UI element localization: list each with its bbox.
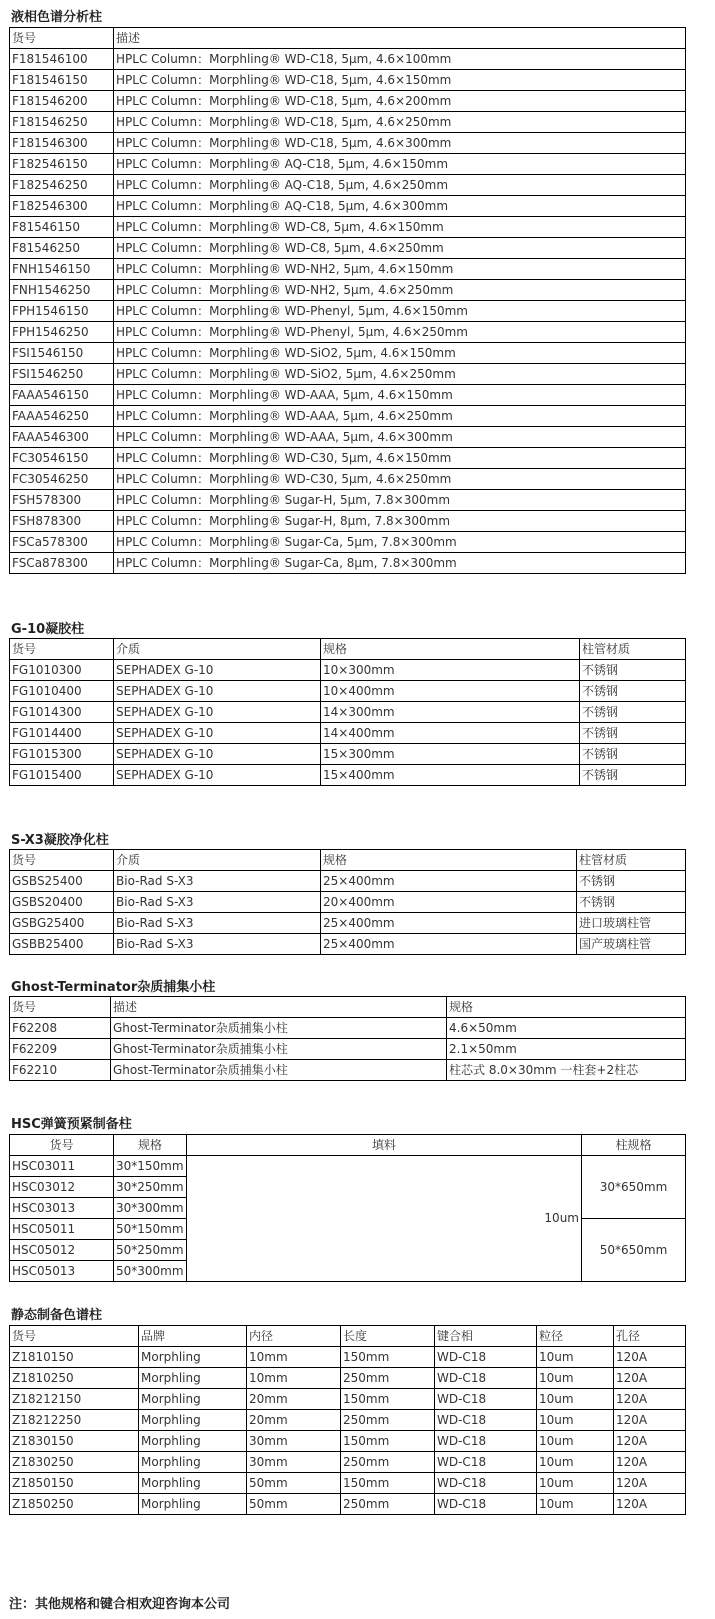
table-cell: WD-C18	[435, 1410, 537, 1431]
table-cell: SEPHADEX G-10	[114, 702, 321, 723]
table-cell: FAAA546250	[10, 406, 114, 427]
table-cell: Morphling	[139, 1431, 247, 1452]
table-cell: 250mm	[341, 1452, 435, 1473]
table-cell: WD-C18	[435, 1452, 537, 1473]
header-cell: 规格	[321, 850, 577, 871]
table-row	[10, 1368, 686, 1389]
table-cell: HPLC Column：Morphling® WD-AAA, 5μm, 4.6×250mm	[114, 406, 686, 427]
table-row	[10, 553, 686, 574]
table-row	[10, 723, 686, 744]
table-cell: 30*300mm	[114, 1198, 187, 1219]
table-cell: F182546250	[10, 175, 114, 196]
table-cell: HPLC Column：Morphling® WD-SiO2, 5μm, 4.6×250mm	[114, 364, 686, 385]
table-cell: HSC05012	[10, 1240, 114, 1261]
table-cell: F181546300	[10, 133, 114, 154]
table-cell: 不锈钢	[577, 892, 686, 913]
table-row	[10, 112, 686, 133]
table-row	[10, 238, 686, 259]
table-cell: 120A	[614, 1410, 686, 1431]
table-cell: 2.1×50mm	[447, 1039, 686, 1060]
table-cell: 10mm	[247, 1347, 341, 1368]
sx3-table	[9, 849, 686, 955]
table-cell: FSCa878300	[10, 553, 114, 574]
table-cell: 30*250mm	[114, 1177, 187, 1198]
table-cell: FSH578300	[10, 490, 114, 511]
table-cell: 14×300mm	[321, 702, 580, 723]
table-cell: 25×400mm	[321, 913, 577, 934]
table-row	[10, 259, 686, 280]
table-cell: F81546250	[10, 238, 114, 259]
table-cell: 10×400mm	[321, 681, 580, 702]
table-cell: Morphling	[139, 1410, 247, 1431]
header-cell: 长度	[341, 1326, 435, 1347]
table-cell: 150mm	[341, 1473, 435, 1494]
table-cell: HPLC Column：Morphling® WD-C30, 5μm, 4.6×150mm	[114, 448, 686, 469]
table-cell: 120A	[614, 1431, 686, 1452]
table-cell: WD-C18	[435, 1494, 537, 1515]
table-cell: FC30546150	[10, 448, 114, 469]
table-cell: Morphling	[139, 1473, 247, 1494]
header-cell: 货号	[10, 850, 114, 871]
table-cell: HPLC Column：Morphling® WD-Phenyl, 5μm, 4.6×250mm	[114, 322, 686, 343]
footnote: 注：其他规格和键合相欢迎咨询本公司	[9, 1597, 231, 1612]
table-cell: 150mm	[341, 1347, 435, 1368]
table-cell: WD-C18	[435, 1347, 537, 1368]
table-cell: F62210	[10, 1060, 111, 1081]
table-cell: 25×400mm	[321, 934, 577, 955]
table-cell: 250mm	[341, 1368, 435, 1389]
table-row	[10, 280, 686, 301]
table-cell: HPLC Column：Morphling® WD-SiO2, 5μm, 4.6×150mm	[114, 343, 686, 364]
table-row	[10, 681, 686, 702]
table-row	[10, 343, 686, 364]
table-cell: 10um	[537, 1389, 614, 1410]
hplc-table	[9, 27, 686, 574]
table-cell: WD-C18	[435, 1389, 537, 1410]
table-row	[10, 871, 686, 892]
table-cell: HPLC Column：Morphling® WD-C8, 5μm, 4.6×150mm	[114, 217, 686, 238]
ghost-section-title: Ghost-Terminator杂质捕集小柱	[11, 980, 216, 995]
table-header-row	[10, 1326, 686, 1347]
table-cell: Z18212250	[10, 1410, 139, 1431]
table-cell: 50mm	[247, 1494, 341, 1515]
header-cell: 货号	[10, 639, 114, 660]
table-row	[10, 765, 686, 786]
table-cell: HPLC Column：Morphling® Sugar-Ca, 8μm, 7.8×300mm	[114, 553, 686, 574]
ghost-table-body	[10, 1018, 686, 1081]
table-cell: SEPHADEX G-10	[114, 681, 321, 702]
table-cell: 10um	[537, 1368, 614, 1389]
table-cell: 250mm	[341, 1410, 435, 1431]
table-cell: 不锈钢	[580, 681, 686, 702]
table-row	[10, 1156, 686, 1177]
table-row	[10, 1410, 686, 1431]
table-cell: SEPHADEX G-10	[114, 744, 321, 765]
table-cell: Ghost-Terminator杂质捕集小柱	[111, 1060, 447, 1081]
table-row	[10, 91, 686, 112]
table-cell: WD-C18	[435, 1368, 537, 1389]
table-row	[10, 1452, 686, 1473]
table-row	[10, 469, 686, 490]
column-spec-cell: 30*650mm	[582, 1156, 686, 1219]
g10-table-body	[10, 660, 686, 786]
table-cell: 15×400mm	[321, 765, 580, 786]
header-cell: 描述	[111, 997, 447, 1018]
table-row	[10, 913, 686, 934]
table-cell: 20mm	[247, 1389, 341, 1410]
table-cell: 不锈钢	[580, 744, 686, 765]
table-cell: 120A	[614, 1389, 686, 1410]
table-cell: HPLC Column：Morphling® AQ-C18, 5μm, 4.6×250mm	[114, 175, 686, 196]
table-header-row	[10, 28, 686, 49]
table-cell: HPLC Column：Morphling® Sugar-Ca, 5μm, 7.8×300mm	[114, 532, 686, 553]
table-row	[10, 1494, 686, 1515]
table-row	[10, 1431, 686, 1452]
hsc-section-title: HSC弹簧预紧制备柱	[11, 1117, 132, 1132]
table-cell: F81546150	[10, 217, 114, 238]
header-cell: 介质	[114, 850, 321, 871]
table-header-row	[10, 1135, 686, 1156]
table-row	[10, 70, 686, 91]
table-row	[10, 133, 686, 154]
hsc-table	[9, 1134, 686, 1282]
table-cell: 20mm	[247, 1410, 341, 1431]
table-row	[10, 744, 686, 765]
table-cell: 120A	[614, 1473, 686, 1494]
table-cell: F62209	[10, 1039, 111, 1060]
table-cell: Bio-Rad S-X3	[114, 892, 321, 913]
table-cell: Morphling	[139, 1452, 247, 1473]
table-cell: HSC03013	[10, 1198, 114, 1219]
table-cell: 50*150mm	[114, 1219, 187, 1240]
table-row	[10, 154, 686, 175]
header-cell: 孔径	[614, 1326, 686, 1347]
table-cell: HPLC Column：Morphling® WD-C18, 5μm, 4.6×200mm	[114, 91, 686, 112]
table-cell: HPLC Column：Morphling® Sugar-H, 5μm, 7.8×300mm	[114, 490, 686, 511]
header-cell: 柱管材质	[577, 850, 686, 871]
table-cell: 10um	[537, 1494, 614, 1515]
header-cell: 填料	[187, 1135, 582, 1156]
header-cell: 品牌	[139, 1326, 247, 1347]
table-cell: F181546250	[10, 112, 114, 133]
table-cell: 120A	[614, 1452, 686, 1473]
table-cell: F181546200	[10, 91, 114, 112]
table-cell: Z1810150	[10, 1347, 139, 1368]
table-cell: 120A	[614, 1494, 686, 1515]
table-row	[10, 49, 686, 70]
table-cell: F182546150	[10, 154, 114, 175]
hplc-table-body	[10, 49, 686, 574]
table-cell: 10um	[537, 1473, 614, 1494]
table-row	[10, 532, 686, 553]
header-cell: 键合相	[435, 1326, 537, 1347]
table-cell: 10um	[537, 1347, 614, 1368]
header-cell: 描述	[114, 28, 686, 49]
header-cell: 柱管材质	[580, 639, 686, 660]
table-cell: GSBB25400	[10, 934, 114, 955]
table-row	[10, 175, 686, 196]
table-row	[10, 364, 686, 385]
table-row	[10, 1473, 686, 1494]
table-cell: HPLC Column：Morphling® AQ-C18, 5μm, 4.6×300mm	[114, 196, 686, 217]
table-cell: 120A	[614, 1368, 686, 1389]
table-cell: FG1015300	[10, 744, 114, 765]
table-cell: HPLC Column：Morphling® Sugar-H, 8μm, 7.8×300mm	[114, 511, 686, 532]
table-row	[10, 217, 686, 238]
table-cell: Bio-Rad S-X3	[114, 871, 321, 892]
table-cell: FSI1546150	[10, 343, 114, 364]
header-cell: 货号	[10, 1326, 139, 1347]
table-cell: HPLC Column：Morphling® WD-C8, 5μm, 4.6×250mm	[114, 238, 686, 259]
table-cell: 150mm	[341, 1389, 435, 1410]
table-cell: 150mm	[341, 1431, 435, 1452]
table-cell: Bio-Rad S-X3	[114, 934, 321, 955]
table-cell: SEPHADEX G-10	[114, 723, 321, 744]
table-cell: 不锈钢	[577, 871, 686, 892]
hplc-section-title: 液相色谱分析柱	[11, 10, 103, 25]
table-header-row	[10, 639, 686, 660]
table-row	[10, 1039, 686, 1060]
table-cell: FG1014300	[10, 702, 114, 723]
table-cell: F62208	[10, 1018, 111, 1039]
table-cell: WD-C18	[435, 1473, 537, 1494]
table-header-row	[10, 850, 686, 871]
table-cell: HPLC Column：Morphling® WD-C18, 5μm, 4.6×150mm	[114, 70, 686, 91]
static-section-title: 静态制备色谱柱	[11, 1308, 103, 1323]
sx3-table-body	[10, 871, 686, 955]
table-cell: 30mm	[247, 1431, 341, 1452]
table-cell: 25×400mm	[321, 871, 577, 892]
table-cell: Bio-Rad S-X3	[114, 913, 321, 934]
table-cell: FC30546250	[10, 469, 114, 490]
header-cell: 内径	[247, 1326, 341, 1347]
table-cell: 120A	[614, 1347, 686, 1368]
table-row	[10, 490, 686, 511]
table-cell: HPLC Column：Morphling® WD-AAA, 5μm, 4.6×150mm	[114, 385, 686, 406]
table-cell: Z1850150	[10, 1473, 139, 1494]
table-row	[10, 301, 686, 322]
g10-section-title: G-10凝胶柱	[11, 622, 85, 637]
table-cell: 14×400mm	[321, 723, 580, 744]
table-cell: FG1010400	[10, 681, 114, 702]
table-cell: HPLC Column：Morphling® WD-C18, 5μm, 4.6×300mm	[114, 133, 686, 154]
table-cell: SEPHADEX G-10	[114, 660, 321, 681]
table-cell: WD-C18	[435, 1431, 537, 1452]
table-row	[10, 892, 686, 913]
table-cell: Z1850250	[10, 1494, 139, 1515]
sx3-section-title: S-X3凝胶净化柱	[11, 833, 109, 848]
table-cell: 国产玻璃柱管	[577, 934, 686, 955]
table-header-row	[10, 997, 686, 1018]
table-cell: 不锈钢	[580, 765, 686, 786]
table-row	[10, 448, 686, 469]
table-cell: Ghost-Terminator杂质捕集小柱	[111, 1039, 447, 1060]
table-cell: Morphling	[139, 1368, 247, 1389]
table-cell: Morphling	[139, 1389, 247, 1410]
table-cell: HSC05013	[10, 1261, 114, 1282]
table-cell: 50mm	[247, 1473, 341, 1494]
table-cell: 不锈钢	[580, 660, 686, 681]
header-cell: 规格	[447, 997, 686, 1018]
table-cell: Morphling	[139, 1347, 247, 1368]
table-cell: 10um	[537, 1452, 614, 1473]
table-cell: 不锈钢	[580, 702, 686, 723]
table-cell: HSC03012	[10, 1177, 114, 1198]
table-cell: 10um	[537, 1410, 614, 1431]
table-cell: GSBS20400	[10, 892, 114, 913]
table-cell: HPLC Column：Morphling® AQ-C18, 5μm, 4.6×150mm	[114, 154, 686, 175]
table-cell: 250mm	[341, 1494, 435, 1515]
table-cell: FPH1546250	[10, 322, 114, 343]
table-cell: HPLC Column：Morphling® WD-NH2, 5μm, 4.6×150mm	[114, 259, 686, 280]
table-row	[10, 1347, 686, 1368]
table-cell: Z1810250	[10, 1368, 139, 1389]
table-cell: F181546100	[10, 49, 114, 70]
table-cell: HPLC Column：Morphling® WD-C18, 5μm, 4.6×100mm	[114, 49, 686, 70]
table-row	[10, 934, 686, 955]
table-cell: 20×400mm	[321, 892, 577, 913]
table-row	[10, 322, 686, 343]
table-cell: HPLC Column：Morphling® WD-NH2, 5μm, 4.6×250mm	[114, 280, 686, 301]
table-cell: FG1010300	[10, 660, 114, 681]
table-cell: HSC03011	[10, 1156, 114, 1177]
table-cell: HPLC Column：Morphling® WD-AAA, 5μm, 4.6×300mm	[114, 427, 686, 448]
table-row	[10, 511, 686, 532]
table-cell: HPLC Column：Morphling® WD-Phenyl, 5μm, 4.6×150mm	[114, 301, 686, 322]
static-table	[9, 1325, 686, 1515]
table-cell: FPH1546150	[10, 301, 114, 322]
table-row	[10, 406, 686, 427]
header-cell: 规格	[114, 1135, 187, 1156]
table-cell: 4.6×50mm	[447, 1018, 686, 1039]
table-cell: F181546150	[10, 70, 114, 91]
table-cell: GSBS25400	[10, 871, 114, 892]
table-cell: Z1830250	[10, 1452, 139, 1473]
header-cell: 柱规格	[582, 1135, 686, 1156]
table-cell: Morphling	[139, 1494, 247, 1515]
table-row	[10, 427, 686, 448]
header-cell: 粒径	[537, 1326, 614, 1347]
g10-table	[9, 638, 686, 786]
table-cell: 50*250mm	[114, 1240, 187, 1261]
table-cell: HPLC Column：Morphling® WD-C18, 5μm, 4.6×250mm	[114, 112, 686, 133]
table-cell: 50*300mm	[114, 1261, 187, 1282]
header-cell: 规格	[321, 639, 580, 660]
table-row	[10, 1389, 686, 1410]
table-cell: GSBG25400	[10, 913, 114, 934]
table-cell: Z18212150	[10, 1389, 139, 1410]
table-cell: 10mm	[247, 1368, 341, 1389]
table-cell: SEPHADEX G-10	[114, 765, 321, 786]
table-row	[10, 1018, 686, 1039]
table-cell: HPLC Column：Morphling® WD-C30, 5μm, 4.6×250mm	[114, 469, 686, 490]
table-cell: FNH1546250	[10, 280, 114, 301]
ghost-table	[9, 996, 686, 1081]
table-cell: FSH878300	[10, 511, 114, 532]
table-cell: 30mm	[247, 1452, 341, 1473]
table-cell: 30*150mm	[114, 1156, 187, 1177]
table-cell: FG1014400	[10, 723, 114, 744]
header-cell: 货号	[10, 28, 114, 49]
table-cell: Z1830150	[10, 1431, 139, 1452]
table-cell: 10×300mm	[321, 660, 580, 681]
table-cell: HSC05011	[10, 1219, 114, 1240]
table-row	[10, 702, 686, 723]
table-cell: FNH1546150	[10, 259, 114, 280]
table-cell: Ghost-Terminator杂质捕集小柱	[111, 1018, 447, 1039]
packing-cell: 10um	[187, 1156, 582, 1282]
table-cell: FG1015400	[10, 765, 114, 786]
table-cell: 15×300mm	[321, 744, 580, 765]
table-row	[10, 1060, 686, 1081]
table-row	[10, 196, 686, 217]
table-cell: FSI1546250	[10, 364, 114, 385]
header-cell: 货号	[10, 997, 111, 1018]
column-spec-cell: 50*650mm	[582, 1219, 686, 1282]
table-cell: 10um	[537, 1431, 614, 1452]
table-cell: 进口玻璃柱管	[577, 913, 686, 934]
table-cell: 柱芯式 8.0×30mm 一柱套+2柱芯	[447, 1060, 686, 1081]
table-row	[10, 385, 686, 406]
header-cell: 货号	[10, 1135, 114, 1156]
table-cell: F182546300	[10, 196, 114, 217]
table-cell: 不锈钢	[580, 723, 686, 744]
table-cell: FAAA546150	[10, 385, 114, 406]
static-table-body	[10, 1347, 686, 1515]
header-cell: 介质	[114, 639, 321, 660]
table-row	[10, 660, 686, 681]
table-cell: FSCa578300	[10, 532, 114, 553]
table-cell: FAAA546300	[10, 427, 114, 448]
